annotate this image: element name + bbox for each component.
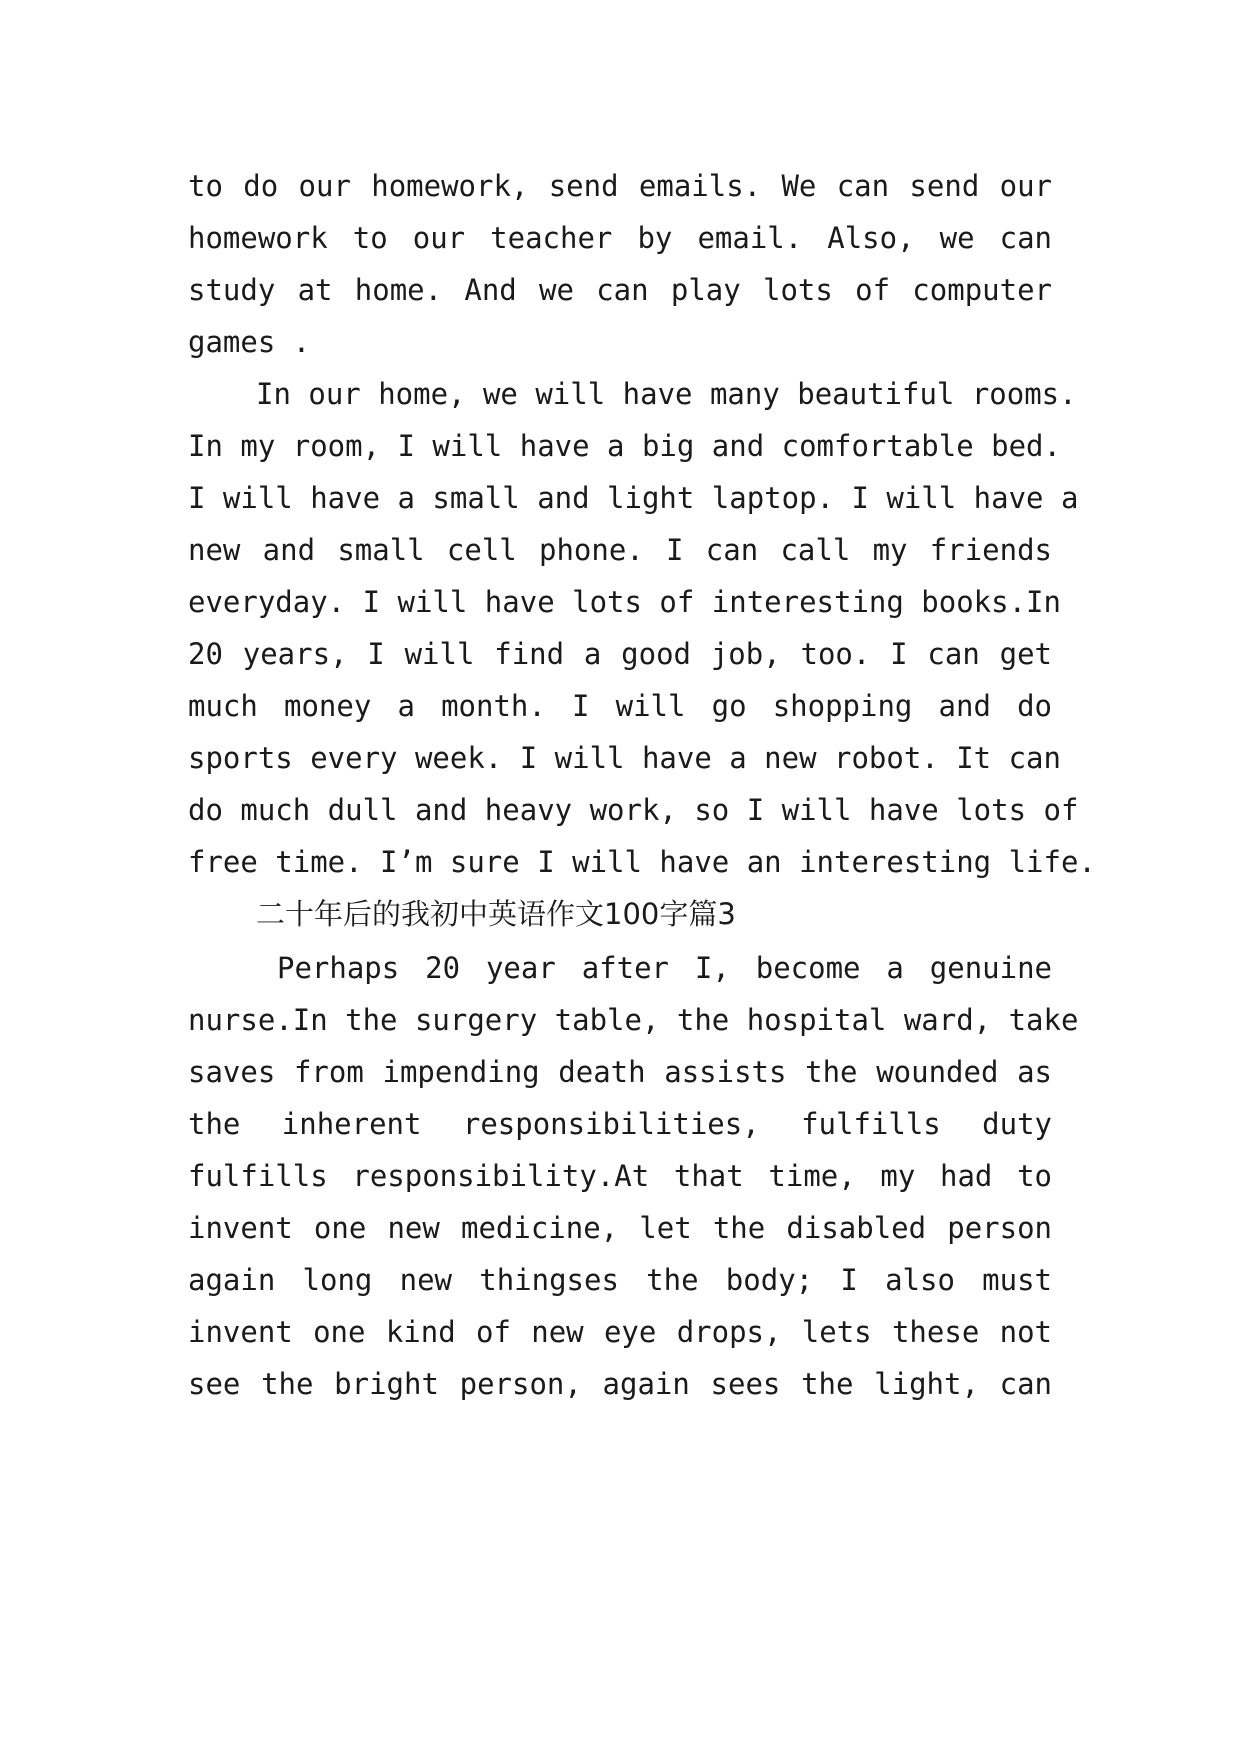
paragraph-3-line-1: Perhaps 20 year after I, become a genuine bbox=[277, 951, 1052, 985]
paragraph-2-line-7: much money a month. I will go shopping and do bbox=[188, 689, 1052, 723]
paragraph-3-line-2: nurse.In the surgery table, the hospital ward, take bbox=[188, 1003, 1079, 1037]
paragraph-3-line-9: see the bright person, again sees the light, can bbox=[188, 1367, 1052, 1401]
paragraph-2-line-9: do much dull and heavy work, so I will have lots of bbox=[188, 793, 1079, 827]
paragraph-2-line-2: In my room, I will have a big and comfortable bed. bbox=[188, 429, 1061, 463]
paragraph-1-line-4: games . bbox=[188, 325, 311, 359]
paragraph-1-line-3: study at home. And we can play lots of computer bbox=[188, 273, 1052, 307]
paragraph-3-line-5: fulfills responsibility.At that time, my had to bbox=[188, 1159, 1052, 1193]
paragraph-3-line-7: again long new thingses the body; I also must bbox=[188, 1263, 1052, 1297]
paragraph-1-line-1: to do our homework, send emails. We can send our bbox=[188, 169, 1052, 203]
paragraph-2-line-8: sports every week. I will have a new robot. It can bbox=[188, 741, 1061, 775]
section-heading: 二十年后的我初中英语作文100字篇3 bbox=[256, 897, 736, 931]
paragraph-3-line-4: the inherent responsibilities, fulfills duty bbox=[188, 1107, 1052, 1141]
paragraph-2-line-10: free time. I’m sure I will have an interesting life. bbox=[188, 845, 1096, 879]
paragraph-3-line-6: invent one new medicine, let the disabled person bbox=[188, 1211, 1052, 1245]
paragraph-2-line-5: everyday. I will have lots of interesting books.In bbox=[188, 585, 1061, 619]
paragraph-3-line-8: invent one kind of new eye drops, lets these not bbox=[188, 1315, 1052, 1349]
paragraph-1-line-2: homework to our teacher by email. Also, we can bbox=[188, 221, 1052, 255]
paragraph-3-line-3: saves from impending death assists the wounded as bbox=[188, 1055, 1052, 1089]
paragraph-2-line-3: I will have a small and light laptop. I will have a bbox=[188, 481, 1079, 515]
paragraph-2-line-1: In our home, we will have many beautiful rooms. bbox=[256, 377, 1077, 411]
paragraph-2-line-6: 20 years, I will find a good job, too. I can get bbox=[188, 637, 1052, 671]
paragraph-2-line-4: new and small cell phone. I can call my friends bbox=[188, 533, 1052, 567]
